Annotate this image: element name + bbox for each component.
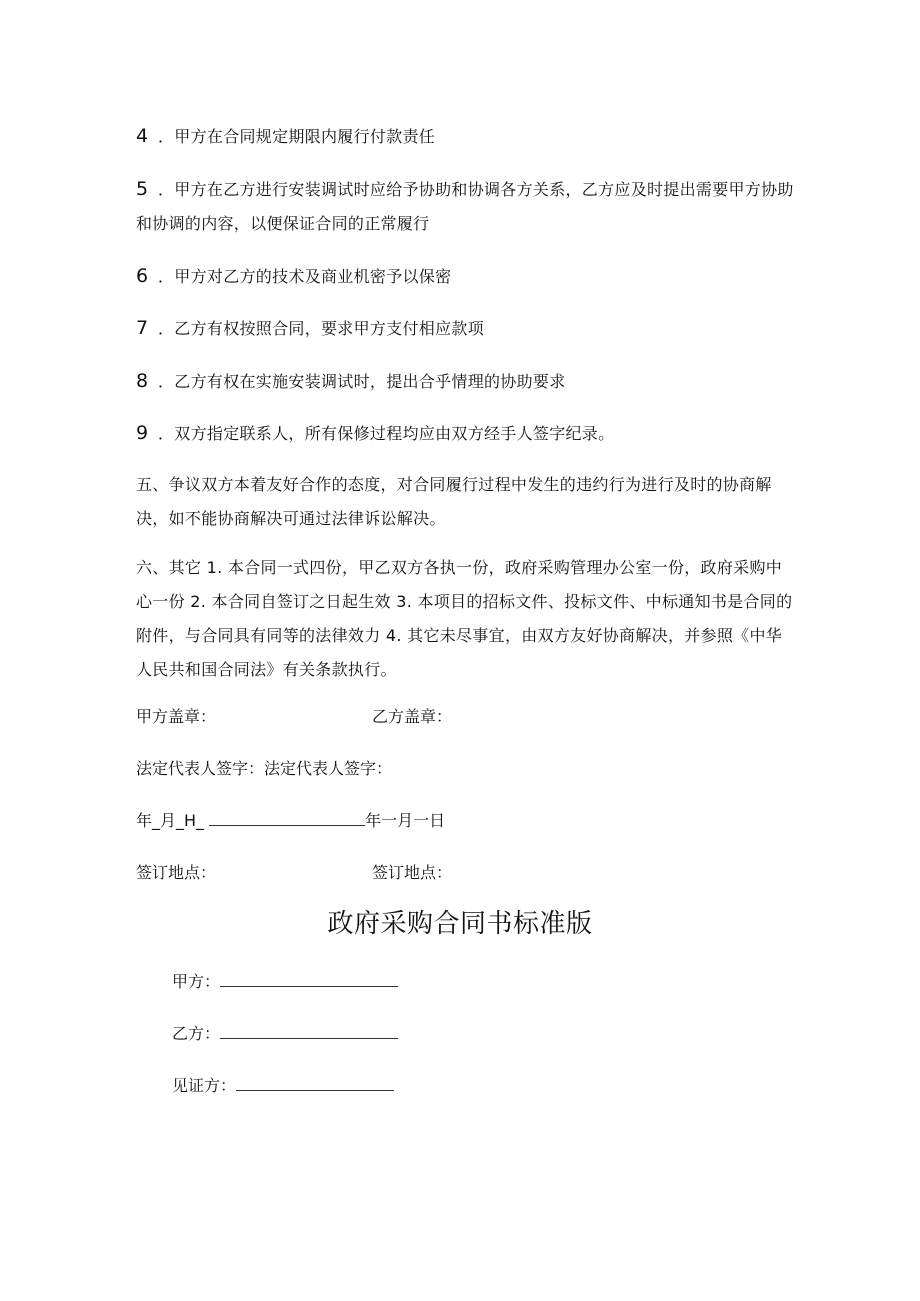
place-b-label: 签订地点： — [372, 863, 453, 882]
clause-4 — [136, 119, 796, 154]
party-b-line — [172, 1023, 398, 1045]
clause-text: ．乙方有权在实施安装调试时，提出合乎情理的协助要求 — [158, 372, 566, 391]
clause-7 — [136, 311, 796, 346]
party-a-line — [172, 971, 398, 993]
clause-6 — [136, 259, 796, 294]
place-a-label: 签订地点： — [136, 863, 217, 882]
clause-8 — [136, 364, 796, 399]
section-dispute: 五、争议双方本着友好合作的态度，对合同履行过程中发生的违约行为进行及时的协商解决，如不能协商解决可通过法律诉讼解决。 — [136, 475, 772, 528]
clause-number: 6 — [136, 265, 149, 287]
party-b-label: 乙方： — [172, 1024, 221, 1043]
party-a-blank — [220, 972, 398, 987]
clause-number: 4 — [136, 125, 149, 147]
section-other: 六、其它 1. 本合同一式四份，甲乙双方各执一份，政府采购管理办公室一份，政府采购中心一份 2. 本合同自签订之日起生效 3. 本项目的招标文件、投标文件、中标通知书是合同的附件，与合同具有同等的法律效力 4. 其它未尽事宜，由双方友好协商解决，并参照《中华人民共和国合同法》有关条款执行。 — [136, 558, 793, 679]
clause-number: 7 — [136, 317, 149, 339]
clause-text: ．乙方有权按照合同，要求甲方支付相应款项 — [158, 319, 485, 338]
date-line — [136, 810, 445, 832]
clause-text: ．甲方在合同规定期限内履行付款责任 — [158, 127, 436, 146]
clause-number: 5 — [136, 178, 149, 200]
witness-blank — [236, 1076, 394, 1091]
clause-text: ．甲方在乙方进行安装调试时应给予协助和协调各方关系，乙方应及时提出需要甲方协助和协调的内容，以便保证合同的正常履行 — [136, 180, 794, 233]
witness-label: 见证方： — [172, 1076, 237, 1095]
clause-5 — [136, 172, 796, 241]
party-b-seal-label: 乙方盖章： — [372, 707, 453, 726]
witness-line — [172, 1075, 394, 1097]
clause-number: 9 — [136, 422, 149, 444]
legal-rep-label: 法定代表人签字：法定代表人签字： — [136, 759, 393, 778]
document-title: 政府采购合同书标准版 — [327, 909, 593, 939]
date-right: 年一月一日 — [365, 811, 446, 830]
clause-9 — [136, 416, 796, 451]
clause-text: ．双方指定联系人，所有保修过程均应由双方经手人签字纪录。 — [158, 424, 615, 443]
clause-number: 8 — [136, 370, 149, 392]
party-b-blank — [220, 1024, 398, 1039]
party-a-seal-label: 甲方盖章： — [136, 707, 217, 726]
date-blank — [209, 811, 365, 826]
clause-text: ．甲方对乙方的技术及商业机密予以保密 — [158, 267, 452, 286]
date-left: 年_月_H_ — [136, 811, 205, 830]
party-a-label: 甲方： — [172, 972, 221, 991]
